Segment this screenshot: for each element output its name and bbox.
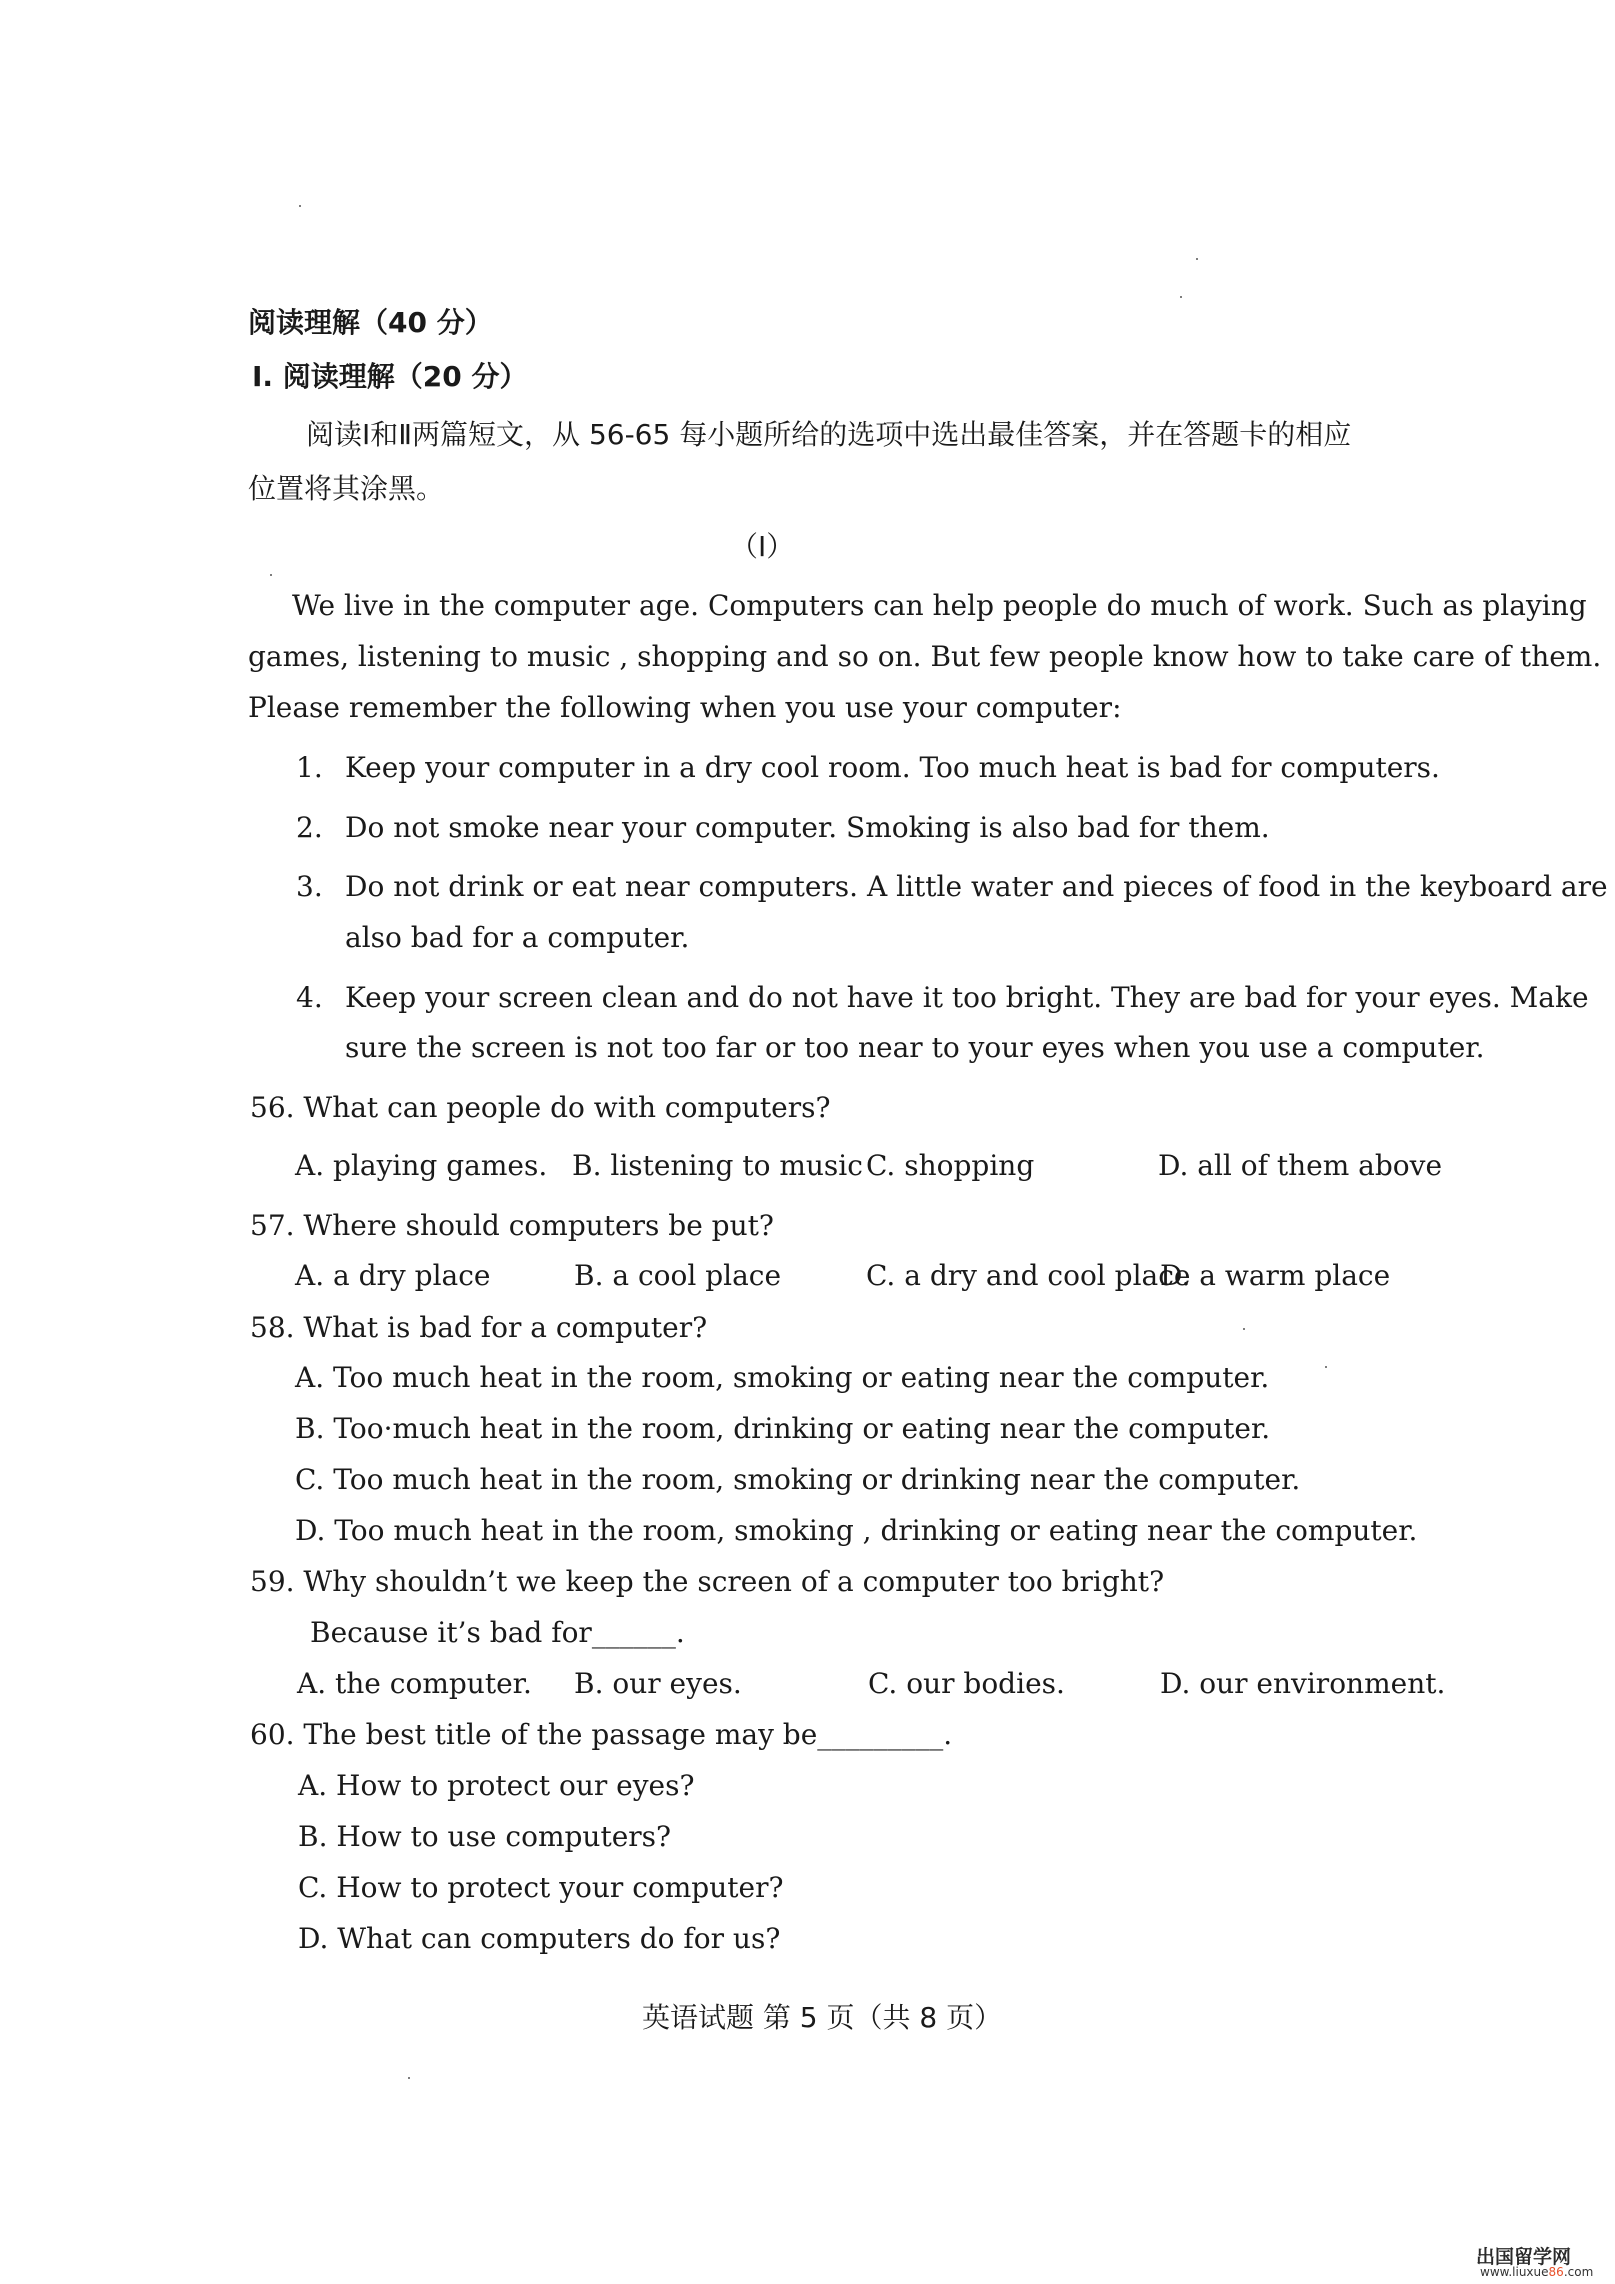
- tip-text: Do not drink or eat near computers. A little water and pieces of food in the keyboard are: [345, 870, 1608, 903]
- tip-number: 3.: [296, 870, 323, 903]
- option-d: D. our environment.: [1160, 1667, 1446, 1700]
- question-stem: 56. What can people do with computers?: [250, 1091, 831, 1124]
- tip-number: 1.: [296, 751, 323, 784]
- option-d: D. all of them above: [1158, 1149, 1443, 1182]
- option-d: D. Too much heat in the room, smoking , drinking or eating near the computer.: [295, 1514, 1418, 1547]
- option-a: A. a dry place: [295, 1259, 491, 1292]
- option-b: B. listening to music: [572, 1149, 863, 1182]
- scan-speck: [1243, 1328, 1245, 1330]
- passage-line: We live in the computer age. Computers can help people do much of work. Such as playing: [292, 589, 1587, 622]
- page-footer: 英语试题 第 5 页（共 8 页）: [642, 2001, 1003, 2034]
- option-b: B. How to use computers?: [298, 1820, 672, 1853]
- watermark-url: www.liuxue86.com: [1480, 2265, 1594, 2279]
- section-heading: 阅读理解（40 分）: [248, 306, 493, 339]
- tip-text: Do not smoke near your computer. Smoking is also bad for them.: [345, 811, 1270, 844]
- option-a: A. the computer.: [297, 1667, 532, 1700]
- tip-number: 2.: [296, 811, 323, 844]
- tip-number: 4.: [296, 981, 323, 1014]
- question-stem: 57. Where should computers be put?: [250, 1209, 774, 1242]
- tip-text: also bad for a computer.: [345, 921, 690, 954]
- tip-text: sure the screen is not too far or too near to your eyes when you use a computer.: [345, 1031, 1485, 1064]
- option-b: B. Too·much heat in the room, drinking or eating near the computer.: [295, 1412, 1271, 1445]
- passage-marker: （Ⅰ）: [730, 530, 795, 563]
- passage-line: games, listening to music , shopping and so on. But few people know how to take care of them.: [248, 640, 1602, 673]
- option-a: A. playing games.: [295, 1149, 548, 1182]
- instruction-line-2: 位置将其涂黑。: [248, 472, 445, 505]
- scan-speck: [1180, 296, 1182, 298]
- option-c: C. shopping: [866, 1149, 1035, 1182]
- option-b: B. our eyes.: [574, 1667, 742, 1700]
- question-stem: 60. The best title of the passage may be_________.: [250, 1718, 953, 1751]
- tip-text: Keep your screen clean and do not have it too bright. They are bad for your eyes. Make: [345, 981, 1589, 1014]
- question-stem: 58. What is bad for a computer?: [250, 1311, 708, 1344]
- scan-speck: [1325, 1366, 1327, 1368]
- tip-text: Keep your computer in a dry cool room. Too much heat is bad for computers.: [345, 751, 1440, 784]
- scan-speck: [408, 2077, 410, 2079]
- option-d: D. a warm place: [1160, 1259, 1391, 1292]
- scan-speck: [270, 574, 272, 576]
- option-c: C. How to protect your computer?: [298, 1871, 784, 1904]
- option-a: A. How to protect our eyes?: [298, 1769, 695, 1802]
- option-a: A. Too much heat in the room, smoking or eating near the computer.: [295, 1361, 1270, 1394]
- question-stem-continuation: Because it’s bad for______.: [310, 1616, 685, 1649]
- option-d: D. What can computers do for us?: [298, 1922, 781, 1955]
- scan-speck: [299, 205, 301, 207]
- question-stem: 59. Why shouldn’t we keep the screen of a computer too bright?: [250, 1565, 1165, 1598]
- watermark-logo-text: 出国留学网: [1476, 2246, 1572, 2268]
- passage-line: Please remember the following when you use your computer:: [248, 691, 1122, 724]
- section-subheading: Ⅰ. 阅读理解（20 分）: [252, 360, 528, 393]
- option-c: C. Too much heat in the room, smoking or drinking near the computer.: [295, 1463, 1301, 1496]
- option-c: C. our bodies.: [868, 1667, 1065, 1700]
- option-c: C. a dry and cool place: [866, 1259, 1191, 1292]
- scan-speck: [1196, 258, 1198, 260]
- instruction-line-1: 阅读Ⅰ和Ⅱ两篇短文，从 56-65 每小题所给的选项中选出最佳答案，并在答题卡的相应: [306, 418, 1352, 451]
- option-b: B. a cool place: [574, 1259, 782, 1292]
